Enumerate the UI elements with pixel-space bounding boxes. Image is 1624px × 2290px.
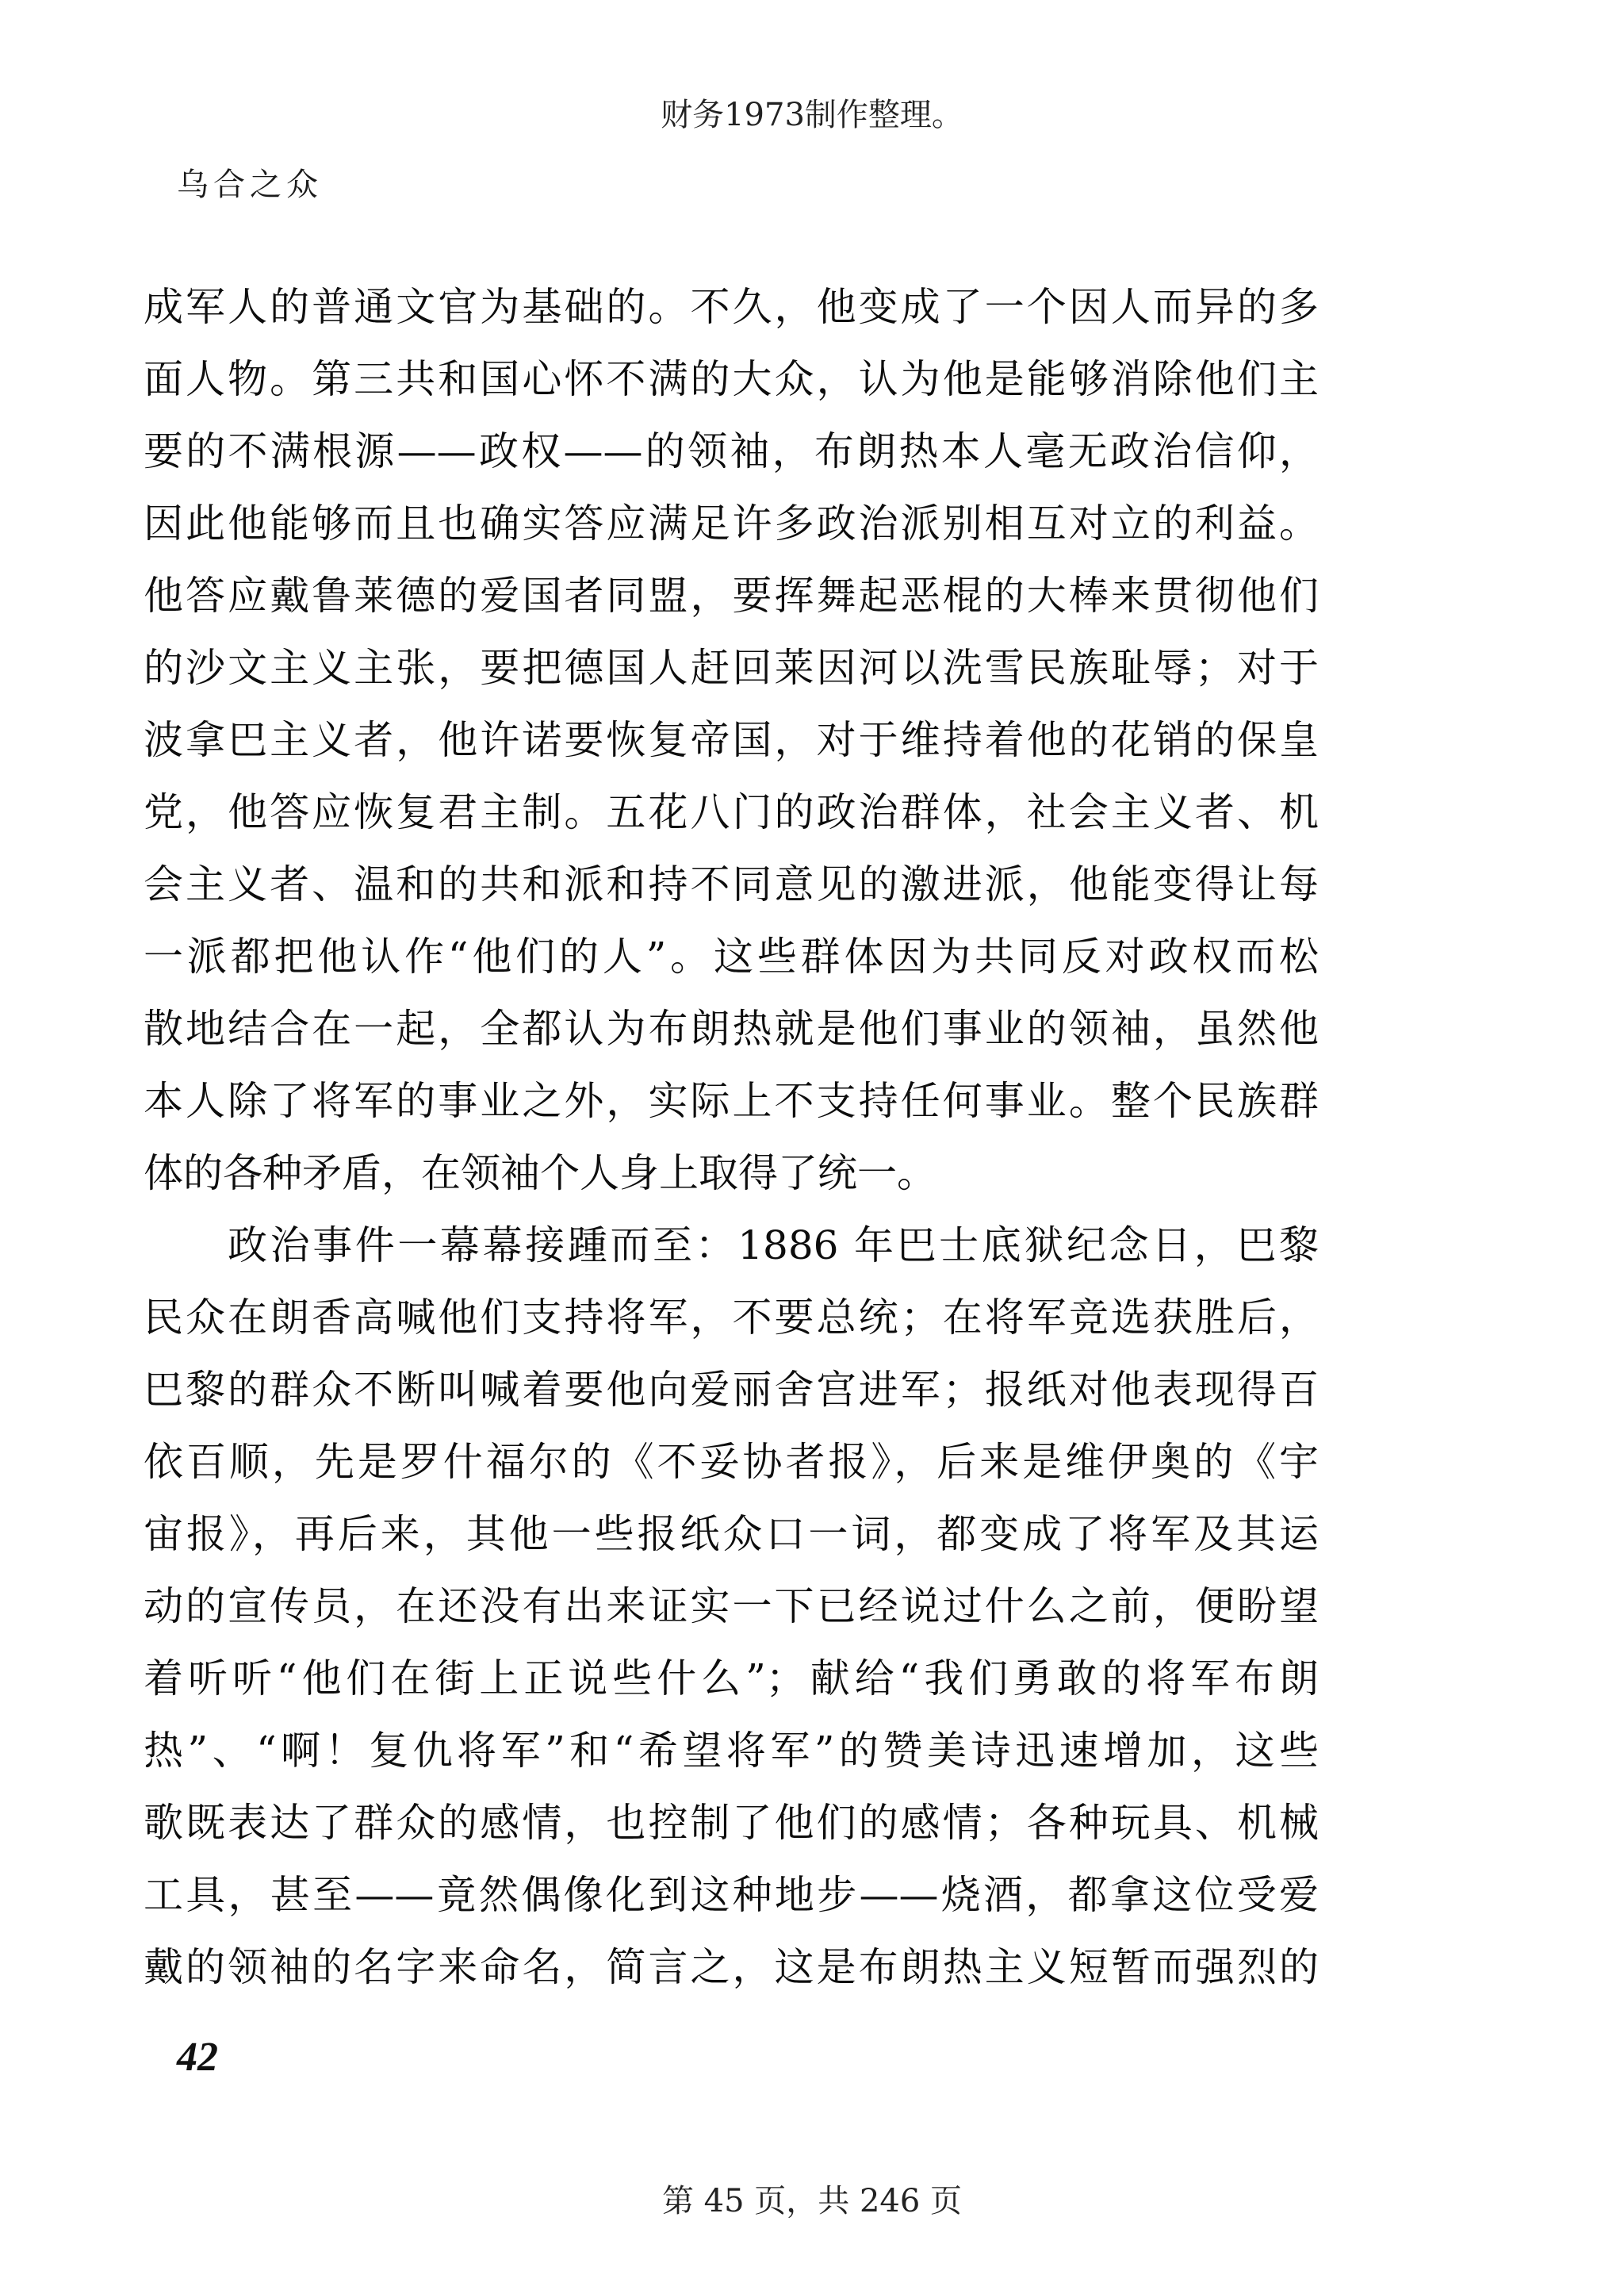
running-header-book-title: 乌合之众 (177, 167, 323, 203)
text-line: 要的不满根源——政权——的领袖，布朗热本人毫无政治信仰， (144, 428, 1319, 474)
text-line: 散地结合在一起，全都认为布朗热就是他们事业的领袖，虽然他 (144, 1006, 1319, 1052)
text-line: 着听听“他们在街上正说些什么”；献给“我们勇敢的将军布朗 (144, 1655, 1319, 1701)
text-line: 因此他能够而且也确实答应满足许多政治派别相互对立的利益。 (144, 501, 1319, 547)
text-line: 成军人的普通文官为基础的。不久，他变成了一个因人而异的多 (144, 284, 1319, 330)
text-line: 工具，甚至——竟然偶像化到这种地步——烧酒，都拿这位受爱 (144, 1872, 1319, 1918)
text-line: 一派都把他认作“他们的人”。这些群体因为共同反对政权而松 (144, 934, 1319, 980)
text-line: 热”、“啊！复仇将军”和“希望将军”的赞美诗迅速增加，这些 (144, 1728, 1319, 1774)
watermark-text: 财务1973制作整理。 (661, 97, 963, 133)
text-line: 本人除了将军的事业之外，实际上不支持任何事业。整个民族群 (144, 1078, 1319, 1124)
text-line: 政治事件一幕幕接踵而至：1886 年巴士底狱纪念日，巴黎 (228, 1222, 1319, 1268)
text-line: 体的各种矛盾，在领袖个人身上取得了统一。 (144, 1150, 936, 1196)
text-line: 巴黎的群众不断叫喊着要他向爱丽舍宫进军；报纸对他表现得百 (144, 1367, 1319, 1413)
book-page-number: 42 (177, 2035, 218, 2080)
text-line: 戴的领袖的名字来命名，简言之，这是布朗热主义短暂而强烈的 (144, 1944, 1319, 1990)
text-line: 党，他答应恢复君主制。五花八门的政治群体，社会主义者、机 (144, 789, 1319, 835)
body-text (144, 271, 1319, 2004)
paragraph-2 (144, 1210, 1319, 2004)
text-line: 动的宣传员，在还没有出来证实一下已经说过什么之前，便盼望 (144, 1583, 1319, 1629)
text-line: 宙报》，再后来，其他一些报纸众口一词，都变成了将军及其运 (144, 1511, 1319, 1557)
text-line: 民众在朗香高喊他们支持将军，不要总统；在将军竞选获胜后， (144, 1295, 1319, 1341)
paragraph-1 (144, 271, 1319, 1210)
pdf-page-footer: 第 45 页，共 246 页 (661, 2183, 963, 2219)
text-line: 他答应戴鲁莱德的爱国者同盟，要挥舞起恶棍的大棒来贯彻他们 (144, 573, 1319, 619)
text-line: 会主义者、温和的共和派和持不同意见的激进派，他能变得让每 (144, 861, 1319, 907)
text-line: 面人物。第三共和国心怀不满的大众，认为他是能够消除他们主 (144, 356, 1319, 402)
text-line: 波拿巴主义者，他许诺要恢复帝国，对于维持着他的花销的保皇 (144, 717, 1319, 763)
text-line: 歌既表达了群众的感情，也控制了他们的感情；各种玩具、机械 (144, 1800, 1319, 1846)
text-line: 的沙文主义主张，要把德国人赶回莱因河以洗雪民族耻辱；对于 (144, 645, 1319, 691)
text-line: 依百顺，先是罗什福尔的《不妥协者报》，后来是维伊奥的《宇 (144, 1439, 1319, 1485)
